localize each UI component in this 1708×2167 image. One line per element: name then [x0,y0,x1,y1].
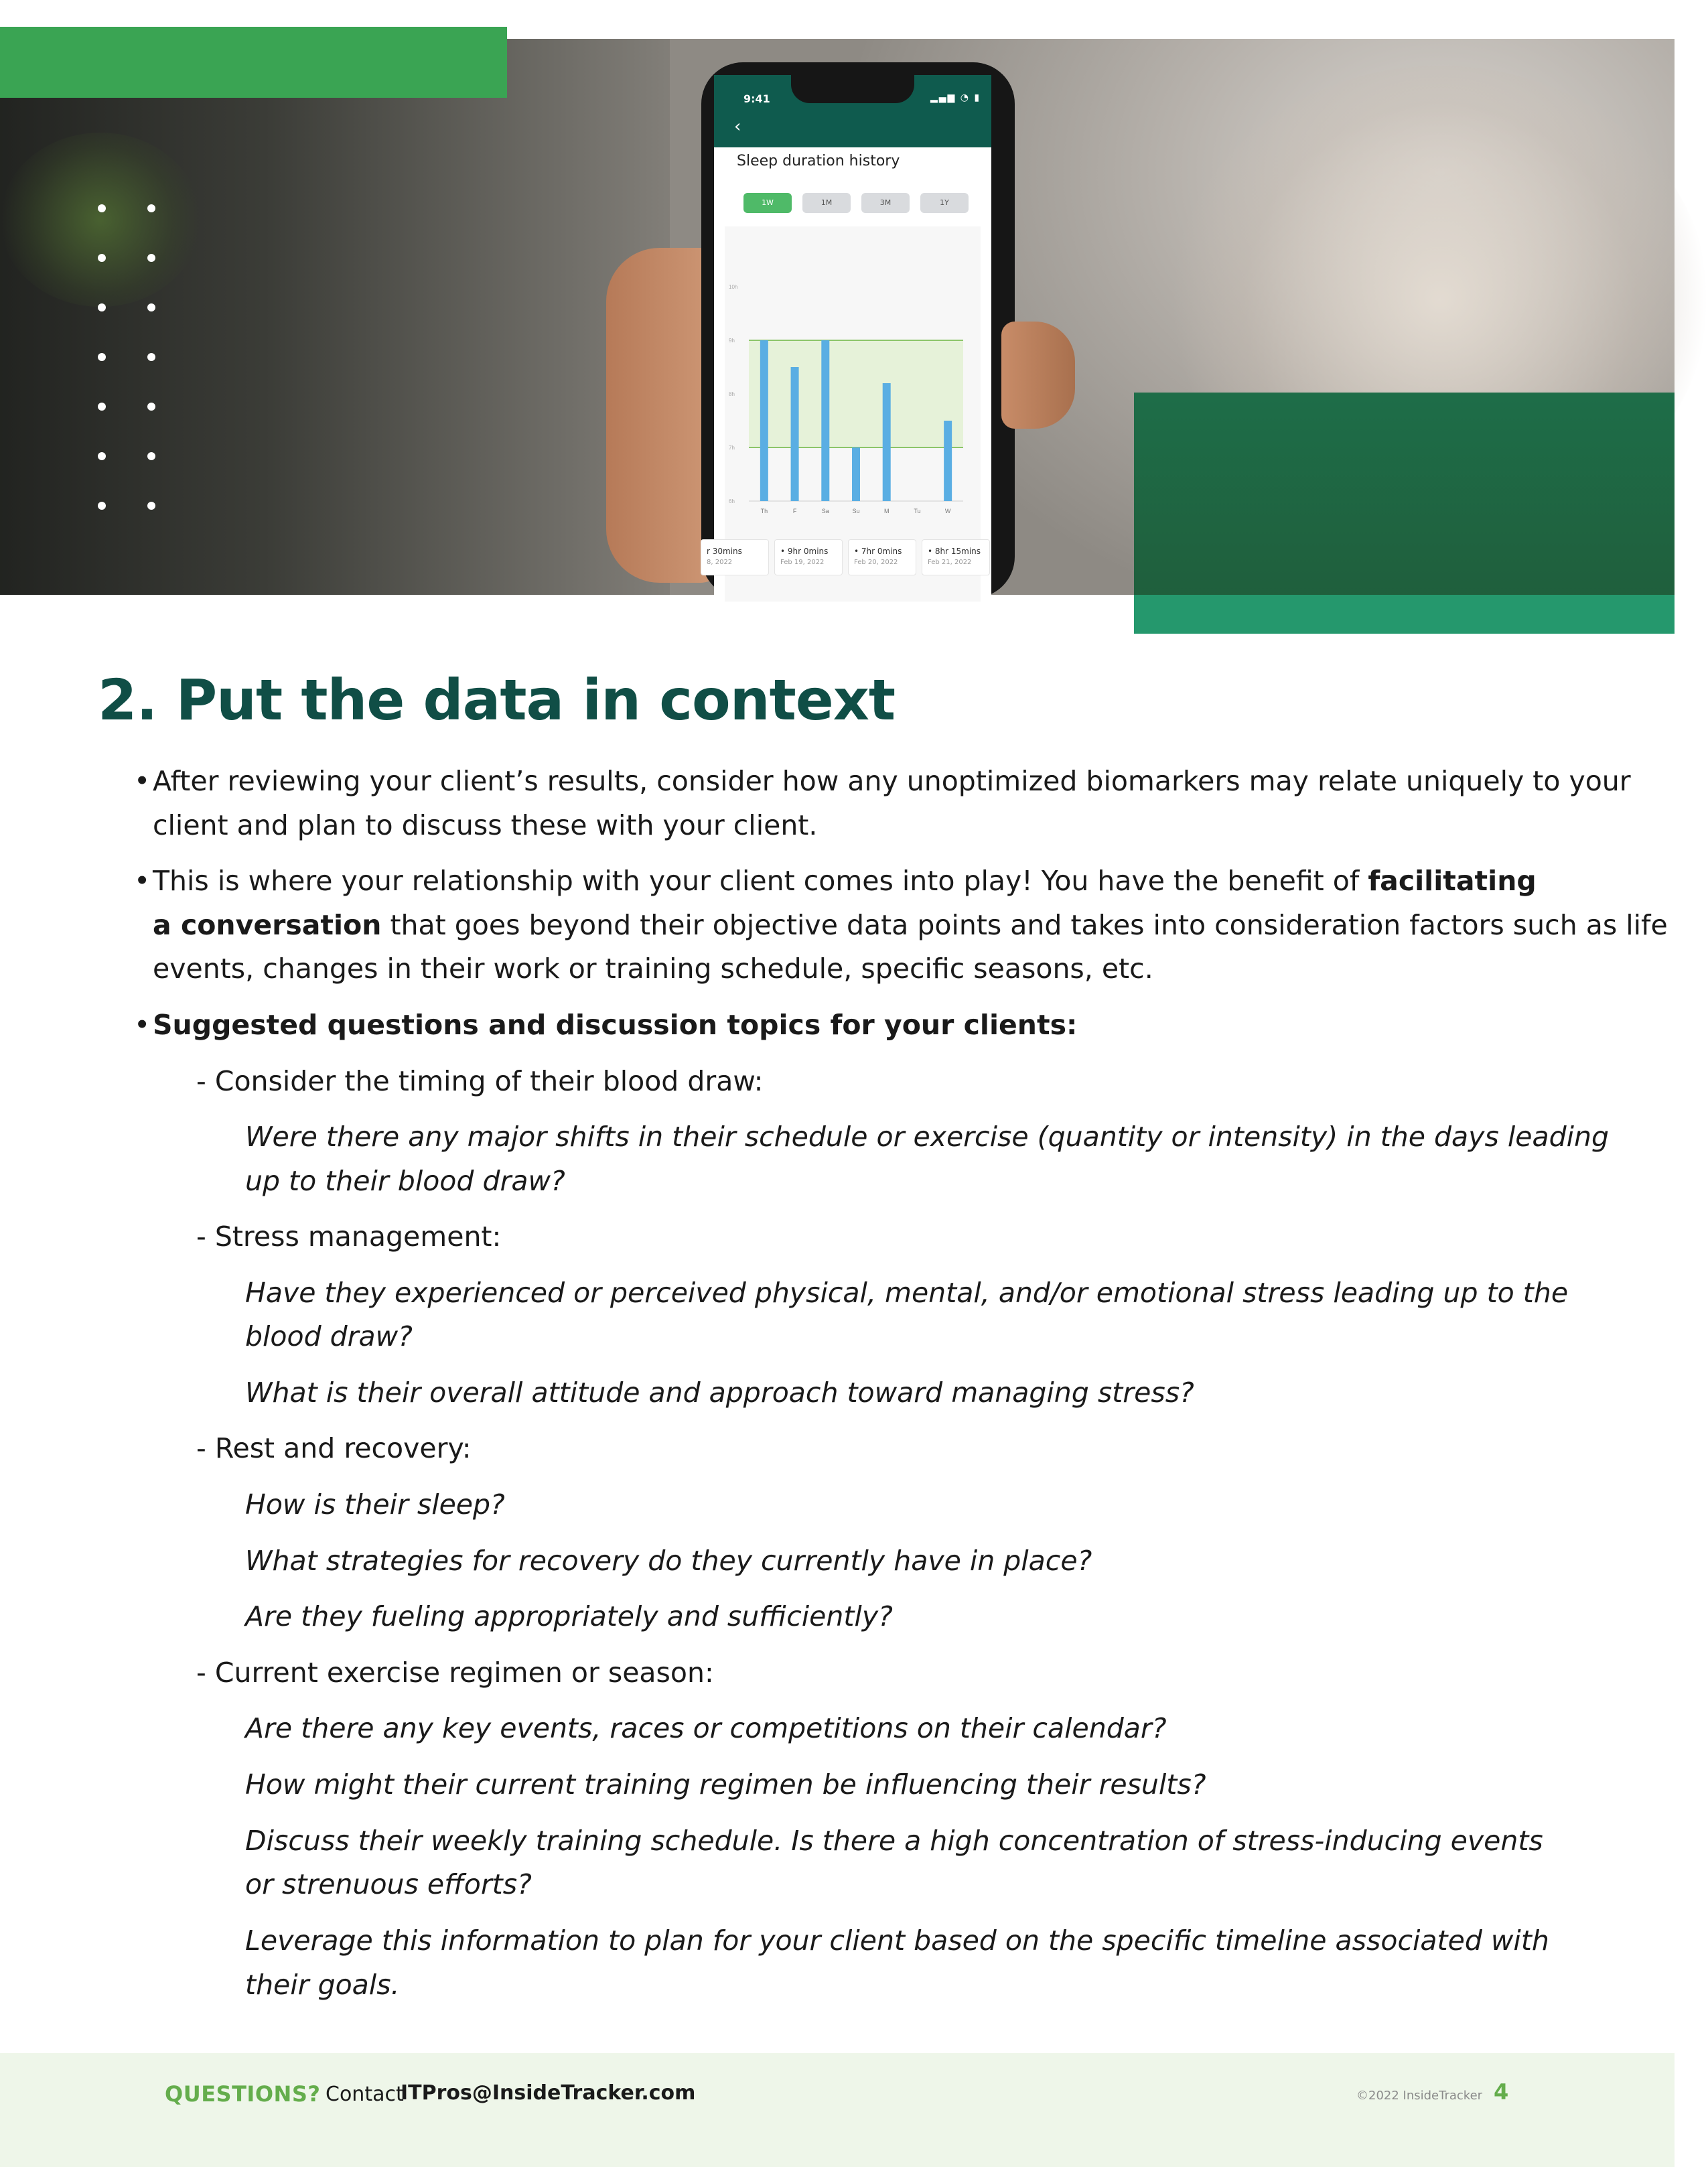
question-line: up to their blood draw? [245,1165,565,1197]
question-line: Were there any major shifts in their schedule or exercise (quantity or intensity) in the days leading [245,1121,1610,1153]
app-screen-title: Sleep duration history [737,153,900,169]
question-line: What is their overall attitude and approach toward managing stress? [245,1377,1194,1409]
footer-contact-label: Contact [326,2083,404,2106]
bold-text: a conversation [153,909,382,941]
topic-stress: - Stress management: [196,1220,502,1253]
hand-right-fingers [1001,322,1075,429]
footer-copyright: ©2022 InsideTracker [1356,2089,1483,2103]
x-tick-label: M [883,508,889,514]
back-chevron-icon[interactable]: ‹ [734,117,741,137]
y-tick-label: 8h [729,391,735,397]
dot [147,303,155,311]
dot [147,502,155,510]
x-tick-label: F [792,508,797,514]
text-run: that goes beyond their objective data points and takes into consideration factors such as life [381,909,1668,941]
summary-value: • 8hr 15mins [928,547,981,556]
summary-card [848,539,916,575]
range-tab-1m[interactable]: 1M [802,193,851,213]
chart-bar [944,421,952,501]
summary-value: • 7hr 0mins [854,547,902,556]
bullet: • [134,865,151,897]
dot [98,452,106,460]
question-line: How is their sleep? [245,1488,505,1521]
decorative-green-block-shadow [1134,393,1675,595]
chart-bar [760,340,768,501]
summary-card [701,539,769,575]
summary-date: Feb 21, 2022 [928,559,972,566]
dot [147,254,155,262]
topic-blood-draw: - Consider the timing of their blood draw: [196,1065,764,1097]
question-line: Are there any key events, races or competitions on their calendar? [245,1712,1167,1744]
summary-date: Feb 19, 2022 [780,559,825,566]
dot [147,353,155,361]
target-band [749,340,963,447]
paragraph-line: client and plan to discuss these with your client. [153,809,818,841]
section-heading: 2. Put the data in context [98,667,896,733]
dot [98,403,106,411]
question-line: or strenuous efforts? [245,1868,532,1900]
subheading-suggested-questions: Suggested questions and discussion topics for your clients: [153,1009,1078,1041]
summary-card [774,539,843,575]
summary-card [922,539,990,575]
question-line: How might their current training regimen be influencing their results? [245,1768,1206,1801]
question-line: Have they experienced or perceived physical, mental, and/or emotional stress leading up to the [245,1277,1569,1309]
dot [98,502,106,510]
footer-email-link[interactable]: ITPros@InsideTracker.com [401,2081,696,2105]
photo-plant-blur [0,133,201,307]
decorative-green-bar [0,27,507,98]
bullet: • [134,1009,151,1041]
dot [147,403,155,411]
chart-bar [852,447,860,501]
y-tick-label: 7h [729,445,735,451]
topic-rest: - Rest and recovery: [196,1432,472,1464]
dot [98,254,106,262]
text-run: This is where your relationship with your client comes into play! You have the benefit of [153,865,1368,897]
dot [147,452,155,460]
paragraph-line: events, changes in their work or training schedule, specific seasons, etc. [153,953,1153,985]
y-tick-label: 9h [729,338,735,344]
bold-text: facilitating [1368,865,1537,897]
dot [98,204,106,212]
bullet: • [134,765,151,797]
question-line: blood draw? [245,1320,413,1352]
range-tab-3m[interactable]: 3M [861,193,910,213]
dot [98,303,106,311]
status-time: 9:41 [743,92,770,105]
x-tick-label: Th [760,508,768,514]
range-tab-1w[interactable]: 1W [743,193,792,213]
question-line: their goals. [245,1969,400,2001]
phone-notch [791,75,914,103]
summary-date: Feb 20, 2022 [854,559,898,566]
y-tick-label: 10h [729,284,738,290]
summary-date: 8, 2022 [707,559,733,566]
paragraph-line [153,859,1537,903]
y-tick-label: 6h [729,498,735,504]
question-line: Leverage this information to plan for your client based on the specific timeline associated with [245,1925,1549,1957]
summary-value: r 30mins [707,547,742,556]
dot [98,353,106,361]
range-tab-1y[interactable]: 1Y [920,193,969,213]
question-line: Are they fueling appropriately and sufficiently? [245,1600,893,1632]
x-tick-label: W [944,508,951,514]
chart-bar [791,367,799,501]
page-number: 4 [1494,2079,1509,2105]
topic-exercise: - Current exercise regimen or season: [196,1657,714,1689]
dot [147,204,155,212]
x-tick-label: Su [852,508,860,514]
paragraph-line: After reviewing your client’s results, consider how any unoptimized biomarkers may relate uniquely to your [153,765,1631,797]
sleep-duration-chart [725,226,981,535]
phone-screen [707,75,991,598]
footer-questions-label: QUESTIONS? [165,2081,321,2107]
x-tick-label: Sa [821,508,829,514]
paragraph-line [153,903,1668,947]
photo-background-dark [0,39,670,595]
question-line: Discuss their weekly training schedule. Is there a high concentration of stress-inducing events [245,1825,1543,1857]
footer-bar [0,2053,1675,2167]
question-line: What strategies for recovery do they currently have in place? [245,1545,1092,1577]
x-tick-label: Tu [914,508,921,514]
chart-bar [821,340,829,501]
chart-bar [883,383,891,501]
summary-value: • 9hr 0mins [780,547,829,556]
status-icons: ▂▄▆ ◔ ▮ [930,92,981,103]
